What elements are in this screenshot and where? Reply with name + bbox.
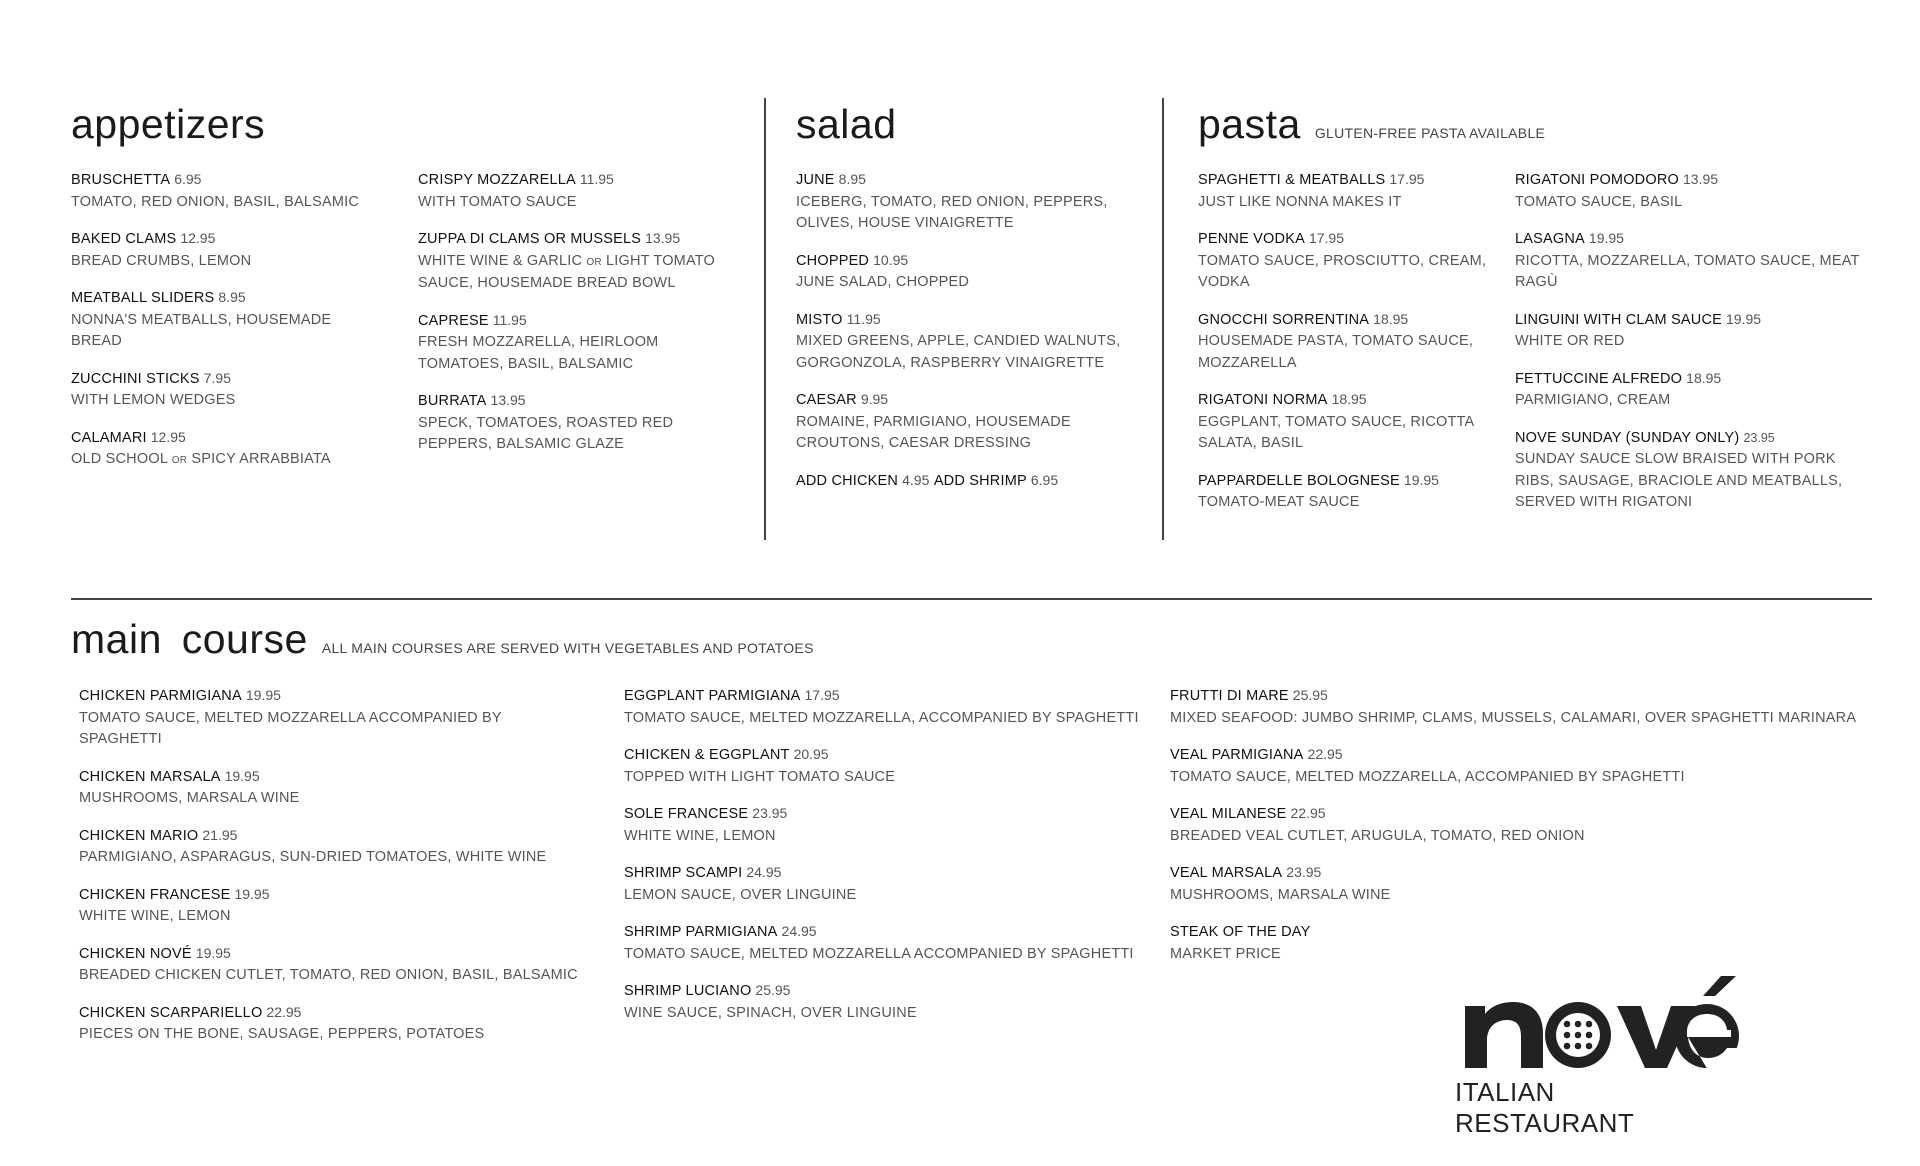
item-name: CHICKEN FRANCESE [79,886,231,903]
menu-item [1515,427,1875,514]
item-description: RICOTTA, MOZZARELLA, TOMATO SAUCE, MEAT RAGÙ [1515,252,1860,290]
menu-item [79,943,579,987]
item-description: PARMIGIANO, ASPARAGUS, SUN-DRIED TOMATOES, WHITE WINE [79,849,547,865]
item-name: EGGPLANT PARMIGIANA [624,688,801,704]
item-price: 25.95 [755,982,791,998]
menu-item [1198,169,1488,213]
menu-item [1198,309,1488,375]
item-name: CHICKEN PARMIGIANA [79,688,242,704]
item-price: 17.95 [1308,230,1344,246]
desc-part: OLD SCHOOL [71,451,168,467]
item-name: JUNE [796,172,835,188]
item-description: SUNDAY SAUCE SLOW BRAISED WITH PORK RIBS, SAUSAGE, BRACIOLE AND MEATBALLS, SERVED WITH RIGATONI [1515,451,1843,510]
main-course-note: ALL MAIN COURSES ARE SERVED WITH VEGETABLES AND POTATOES [321,640,814,656]
item-description: TOMATO, RED ONION, BASIL, BALSAMIC [71,193,359,210]
item-price: 11.95 [492,311,527,328]
salad-title: salad [796,101,897,147]
menu-item [1515,169,1875,213]
item-description [418,251,743,295]
item-name: SHRIMP LUCIANO [624,983,752,999]
divider-appetizers-salad [764,98,766,540]
item-description [71,449,381,472]
menu-item [624,862,1149,906]
salad-column [796,169,1151,507]
nove-logo [1455,970,1740,1139]
item-price: 22.95 [1307,746,1343,762]
item-description: WHITE OR RED [1515,333,1625,349]
menu-item [1170,685,1870,729]
item-description: MIXED SEAFOOD: JUMBO SHRIMP, CLAMS, MUSSELS, CALAMARI, OVER SPAGHETTI MARINARA [1170,709,1857,726]
item-description: ROMAINE, PARMIGIANO, HOUSEMADE CROUTONS, CAESAR DRESSING [796,413,1071,451]
item-name: BURRATA [418,393,487,409]
item-price: 19.95 [1588,230,1624,246]
menu-item [1170,862,1870,906]
menu-item [79,1002,579,1046]
item-description: MIXED GREENS, APPLE, CANDIED WALNUTS, GORGONZOLA, RASPBERRY VINAIGRETTE [796,333,1121,371]
item-description: PARMIGIANO, CREAM [1515,392,1671,408]
item-price: 23.95 [1743,430,1775,445]
pasta-title-row [1198,101,1546,147]
item-name: NOVE SUNDAY (SUNDAY ONLY) [1515,429,1740,446]
item-name: ZUPPA DI CLAMS OR MUSSELS [418,231,642,247]
item-description: EGGPLANT, TOMATO SAUCE, RICOTTA SALATA, BASIL [1198,413,1474,451]
appetizers-title: appetizers [71,101,266,147]
item-name: FRUTTI DI MARE [1170,688,1289,704]
menu-item [79,825,579,869]
item-price: 23.95 [1286,864,1322,880]
item-description: WHITE WINE, LEMON [624,827,776,844]
menu-item [624,685,1149,729]
item-name: CALAMARI [71,429,147,446]
item-description: LEMON SAUCE, OVER LINGUINE [624,886,857,903]
item-description: WITH TOMATO SAUCE [418,193,577,210]
item-price: 25.95 [1292,687,1328,703]
item-name: RIGATONI NORMA [1198,392,1328,408]
or-word: OR [586,256,602,268]
menu-item [624,744,1149,788]
item-price: 21.95 [202,826,238,843]
menu-item [71,368,381,412]
item-description: MUSHROOMS, MARSALA WINE [1170,886,1391,903]
item-name: VEAL PARMIGIANA [1170,747,1304,763]
salad-addons [796,470,1151,493]
item-name: SHRIMP SCAMPI [624,865,743,881]
item-name: SOLE FRANCESE [624,806,749,822]
item-price: 6.95 [174,171,202,187]
item-description: TOMATO SAUCE, PROSCIUTTO, CREAM, VODKA [1198,252,1487,290]
menu-item [624,980,1149,1024]
item-price: 19.95 [195,944,231,961]
item-price: 13.95 [490,392,526,408]
item-price: 7.95 [203,369,231,386]
pasta-column-1 [1198,169,1488,529]
item-price: 24.95 [781,923,817,939]
item-price: 19.95 [224,767,260,784]
item-price: 22.95 [1290,805,1326,821]
menu-item [1515,309,1875,353]
menu-item [71,228,381,272]
item-description: WITH LEMON WEDGES [71,392,236,408]
menu-item [1198,389,1488,455]
item-description: SPECK, TOMATOES, ROASTED RED PEPPERS, BALSAMIC GLAZE [418,414,674,452]
add-chicken-price: 4.95 [902,471,930,488]
item-description: MARKET PRICE [1170,945,1281,962]
item-description: BREAD CRUMBS, LEMON [71,252,252,269]
menu-item [418,169,743,213]
menu-item [796,169,1151,235]
appetizers-column-2 [418,169,743,471]
item-name: PAPPARDELLE BOLOGNESE [1198,472,1400,489]
menu-item [624,803,1149,847]
item-description: WHITE WINE, LEMON [79,908,231,924]
item-name: CHICKEN SCARPARIELLO [79,1004,263,1021]
item-name: VEAL MILANESE [1170,806,1287,822]
item-description: BREADED VEAL CUTLET, ARUGULA, TOMATO, RED ONION [1170,827,1585,844]
item-name: CHOPPED [796,252,870,269]
or-word: OR [171,455,188,466]
item-description: TOMATO SAUCE, MELTED MOZZARELLA, ACCOMPANIED BY SPAGHETTI [1170,768,1685,785]
item-price: 12.95 [150,428,186,445]
item-price: 18.95 [1331,391,1367,407]
menu-item [1198,470,1488,514]
menu-item [1515,228,1875,294]
item-description: TOMATO SAUCE, MELTED MOZZARELLA ACCOMPANIED BY SPAGHETTI [79,709,502,747]
item-description: TOPPED WITH LIGHT TOMATO SAUCE [624,768,896,785]
menu-item [624,921,1149,965]
item-price: 13.95 [1682,171,1719,187]
item-price: 19.95 [245,687,281,703]
item-name: BAKED CLAMS [71,231,177,247]
main-course-column-3 [1170,685,1870,980]
pasta-note: GLUTEN-FREE PASTA AVAILABLE [1314,125,1546,141]
item-name: PENNE VODKA [1198,231,1305,247]
item-description: HOUSEMADE PASTA, TOMATO SAUCE, MOZZARELLA [1198,333,1474,371]
item-price: 22.95 [266,1003,302,1020]
item-name: CHICKEN MARIO [79,827,199,844]
item-description: FRESH MOZZARELLA, HEIRLOOM TOMATOES, BASIL, BALSAMIC [418,334,659,372]
item-name: SPAGHETTI & MEATBALLS [1198,172,1386,188]
item-price: 19.95 [1403,471,1439,488]
item-name: ZUCCHINI STICKS [71,370,200,387]
main-course-column-2 [624,685,1149,1039]
item-price: 17.95 [804,687,840,703]
item-price: 13.95 [645,230,681,246]
menu-item [1198,228,1488,294]
add-chicken-label: ADD CHICKEN [796,472,899,489]
item-name: CAESAR [796,392,857,408]
item-price: 23.95 [752,805,788,821]
desc-part: SPICY ARRABBIATA [191,451,331,467]
item-name: LINGUINI WITH CLAM SAUCE [1515,311,1723,328]
item-price: 24.95 [746,864,782,880]
menu-item [1515,368,1875,412]
item-price: 19.95 [1726,310,1762,327]
item-name: CHICKEN & EGGPLANT [624,747,790,763]
item-name: CHICKEN MARSALA [79,768,221,785]
item-name: RIGATONI POMODORO [1515,172,1679,188]
item-name: MEATBALL SLIDERS [71,290,215,306]
desc-part: LIGHT TOMATO SAUCE, HOUSEMADE BREAD BOWL [418,252,716,291]
main-course-column-1 [79,685,579,1061]
item-price: 20.95 [793,746,829,762]
item-price: 19.95 [234,885,270,902]
pasta-column-2 [1515,169,1875,529]
menu-item [1170,744,1870,788]
item-description: BREADED CHICKEN CUTLET, TOMATO, RED ONION, BASIL, BALSAMIC [79,967,578,983]
item-description: JUNE SALAD, CHOPPED [796,274,970,290]
menu-item [796,309,1151,375]
menu-item [1170,803,1870,847]
item-description: WINE SAUCE, SPINACH, OVER LINGUINE [624,1004,917,1021]
item-name: SHRIMP PARMIGIANA [624,924,778,940]
item-description: ICEBERG, TOMATO, RED ONION, PEPPERS, OLIVES, HOUSE VINAIGRETTE [796,193,1108,231]
item-description: TOMATO-MEAT SAUCE [1198,494,1360,510]
item-price: 17.95 [1389,171,1425,187]
menu-item [418,228,743,295]
menu-item [796,250,1151,294]
item-description: NONNA'S MEATBALLS, HOUSEMADE BREAD [71,311,332,349]
item-name: GNOCCHI SORRENTINA [1198,311,1370,328]
item-price: 9.95 [860,391,889,407]
add-shrimp-label: ADD SHRIMP [933,472,1027,489]
item-name: FETTUCCINE ALFREDO [1515,370,1683,387]
appetizers-column-1 [71,169,381,487]
item-description: MUSHROOMS, MARSALA WINE [79,790,300,806]
add-shrimp-price: 6.95 [1030,471,1059,488]
item-description: TOMATO SAUCE, BASIL [1515,193,1683,210]
item-name: VEAL MARSALA [1170,865,1283,881]
divider-salad-pasta [1162,98,1164,540]
item-price: 11.95 [846,310,881,327]
item-description: PIECES ON THE BONE, SAUSAGE, PEPPERS, POTATOES [79,1026,485,1042]
item-description: JUST LIKE NONNA MAKES IT [1198,193,1402,210]
main-course-title-row [71,616,814,662]
menu-item [1170,921,1870,965]
item-name: CHICKEN NOVÉ [79,945,192,962]
item-name: BRUSCHETTA [71,172,171,188]
item-price: 18.95 [1373,310,1409,327]
item-name: STEAK OF THE DAY [1170,924,1311,940]
menu-item [71,169,381,213]
menu-item [71,427,381,472]
menu-item [79,766,579,810]
logo-tagline: ITALIAN RESTAURANT [1455,1077,1635,1138]
pasta-title: pasta [1198,101,1301,147]
menu-item [79,685,579,751]
item-description: TOMATO SAUCE, MELTED MOZZARELLA, ACCOMPANIED BY SPAGHETTI [624,709,1139,726]
item-description: TOMATO SAUCE, MELTED MOZZARELLA ACCOMPANIED BY SPAGHETTI [624,945,1134,962]
item-name: MISTO [796,311,843,328]
main-course-title: main course [71,616,308,662]
item-name: CRISPY MOZZARELLA [418,172,576,188]
item-name: CAPRESE [418,312,489,329]
divider-main-course [71,598,1872,600]
item-price: 8.95 [838,171,866,187]
item-price: 11.95 [579,171,614,187]
item-name: LASAGNA [1515,231,1585,247]
nove-wordmark-icon [1455,970,1740,1070]
menu-item [418,390,743,456]
menu-item [79,884,579,928]
menu-item [71,287,381,353]
item-price: 18.95 [1686,369,1722,386]
menu-item [796,389,1151,455]
menu-item [418,310,743,376]
item-price: 8.95 [218,289,246,305]
item-price: 10.95 [873,251,909,268]
item-price: 12.95 [180,230,216,246]
desc-part: WHITE WINE & GARLIC [418,252,583,269]
